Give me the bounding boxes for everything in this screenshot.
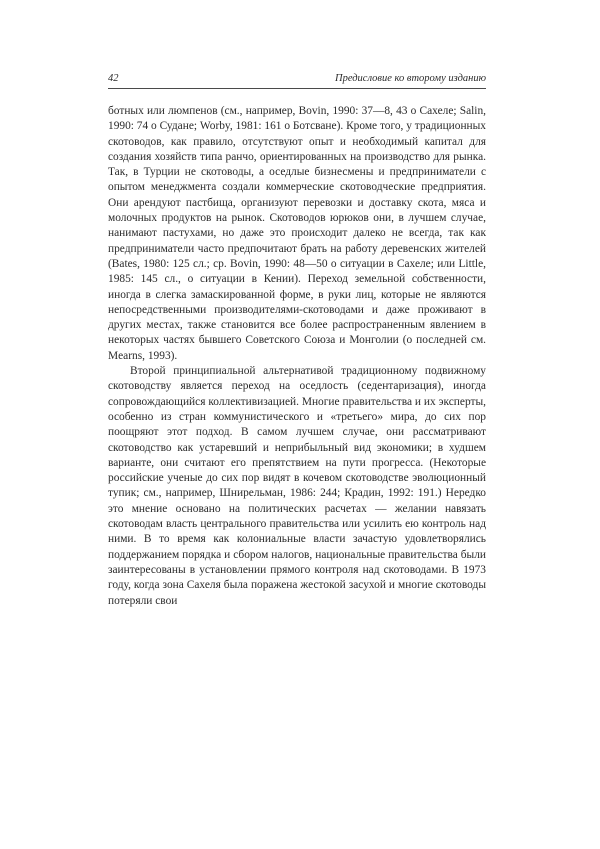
page-number: 42 <box>108 73 119 84</box>
running-title: Предисловие ко второму изданию <box>335 73 486 84</box>
paragraph-sedentarization: Второй принципиальной альтернативой традиционному подвижному скотоводству является переход на оседлость (седентаризация), иногда сопровождающийся коллективизацией. Многие правительства и их эксперты, особенно из стран коммунистического и «третьего» мира, до сих пор поощряют этот подход. В самом лучшем случае, они рассматривают скотоводство как устаревший и неприбыльный вид экономики; в худшем варианте, они считают его препятствием на пути прогресса. (Некоторые российские ученые до сих пор видят в кочевом скотоводстве эволюционный тупик; см., например, Шнирельман, 1986: 244; Крадин, 1992: 191.) Нередко это мнение основано на политических расчетах — желании навязать скотоводам власть центрального правительства или усилить ею контроль над ними. В то время как колониальные власти зачастую удовлетворялись поддержанием порядка и сбором налогов, национальные правительства были заинтересованы в установлении прямого контроля над скотоводами. В 1973 году, когда зона Сахеля была поражена жестокой засухой и многие скотоводы потеряли свои <box>108 365 486 607</box>
paragraph-continued: ботных или люмпенов (см., например, Bovin, 1990: 37—8, 43 о Сахеле; Salin, 1990: 74 о Судане; Worby, 1981: 161 о Ботсване). Кроме того, у традиционных скотоводов, как правило, отсутствуют опыт и необходимый капитал для создания хозяйств типа ранчо, ориентированных на производство для рынка. Так, в Турции не скотоводы, а оседлые бизнесмены и предприниматели с опытом менеджмента создали коммерческие скотоводческие предприятия. Они арендуют пастбища, организуют перевозки и доставку скота, мяса и молочных продуктов на рынок. Скотоводов юрюков они, в лучшем случае, нанимают пастухами, но даже это происходит далеко не всегда, так как предприниматели часто предпочитают брать на работу деревенских жителей (Bates, 1980: 125 сл.; ср. Bovin, 1990: 48—50 о ситуации в Сахеле; или Little, 1985: 145 сл., о ситуации в Кении). Переход земельной собственности, иногда в слегка замаскированной форме, в руки лиц, которые не являются непосредственными производителями-скотоводами и даже проживают в других местах, также становится все более распространенным явлением в некоторых частях бывшего Советского Союза и Монголии (о последней см. Mearns, 1993). <box>108 105 486 362</box>
body-text <box>108 104 486 609</box>
running-header <box>108 72 486 89</box>
